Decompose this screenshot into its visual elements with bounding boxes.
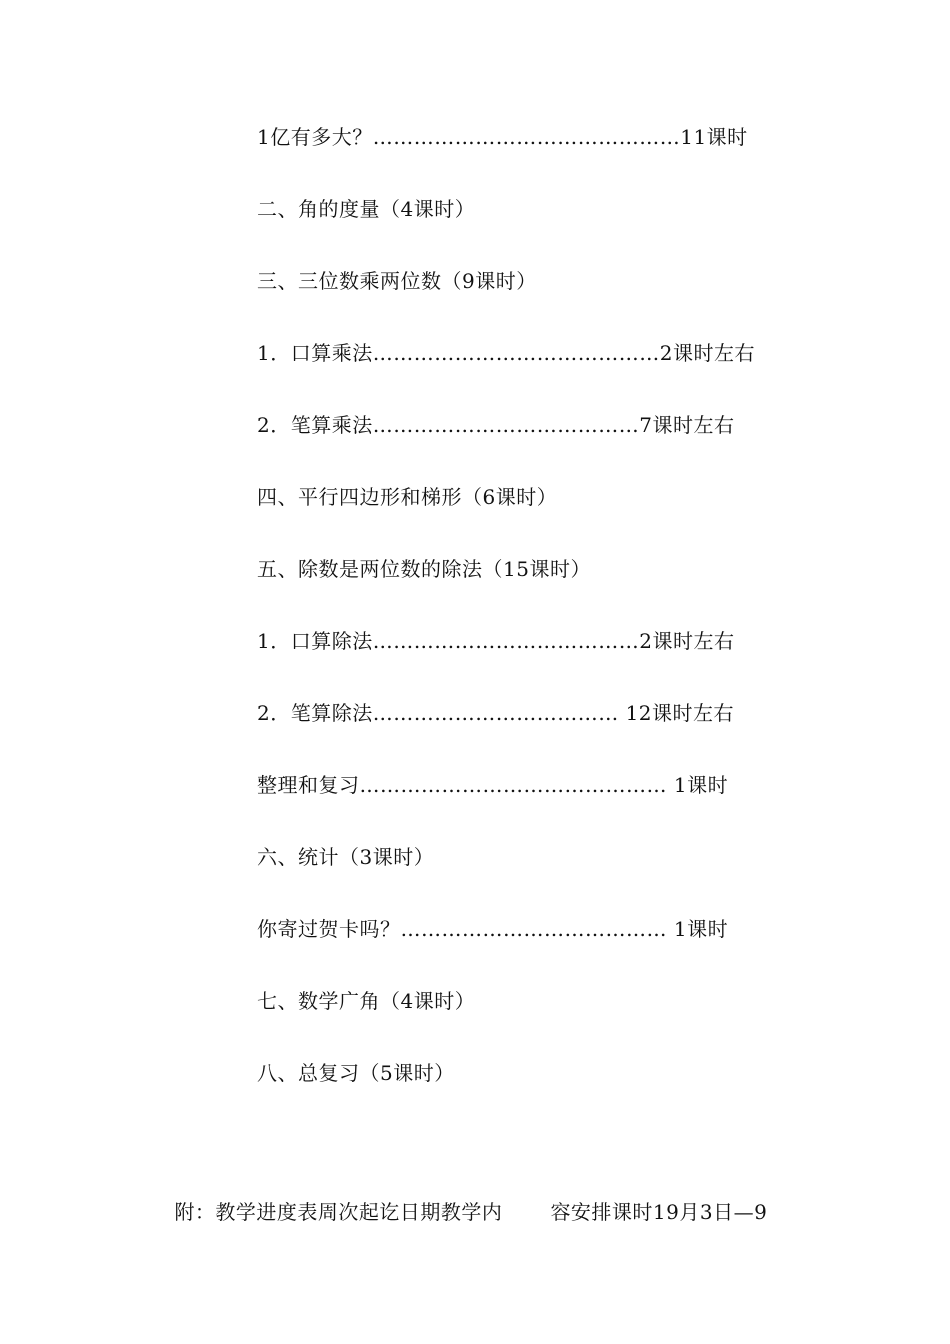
toc-line-unit-3: 三、三位数乘两位数（9课时） (257, 269, 537, 293)
toc-line-unit-7: 七、数学广角（4课时） (257, 989, 476, 1013)
toc-line-unit-8: 八、总复习（5课时） (257, 1061, 455, 1085)
toc-line-5-1: 1．口算除法…………………………………2课时左右 (257, 629, 735, 653)
appendix-text-part2: 容安排课时19月3日—9 (550, 1200, 768, 1224)
toc-line-5-review: 整理和复习……………………………………… 1课时 (257, 773, 729, 797)
toc-line-3-2: 2．笔算乘法…………………………………7课时左右 (257, 413, 735, 437)
toc-line-unit-2: 二、角的度量（4课时） (257, 197, 476, 221)
toc-line-unit-5: 五、除数是两位数的除法（15课时） (257, 557, 591, 581)
toc-line-5-2: 2．笔算除法……………………………… 12课时左右 (257, 701, 735, 725)
toc-line-6-1: 你寄过贺卡吗？………………………………… 1课时 (257, 917, 729, 941)
toc-line-3-1: 1．口算乘法……………………………………2课时左右 (257, 341, 755, 365)
toc-line-unit-6: 六、统计（3课时） (257, 845, 435, 869)
toc-line-1: 1亿有多大？………………………………………11课时 (257, 125, 748, 149)
appendix-text-part1: 附：教学进度表周次起讫日期教学内 (174, 1200, 503, 1224)
toc-line-unit-4: 四、平行四边形和梯形（6课时） (257, 485, 558, 509)
appendix-line (147, 1170, 767, 1254)
